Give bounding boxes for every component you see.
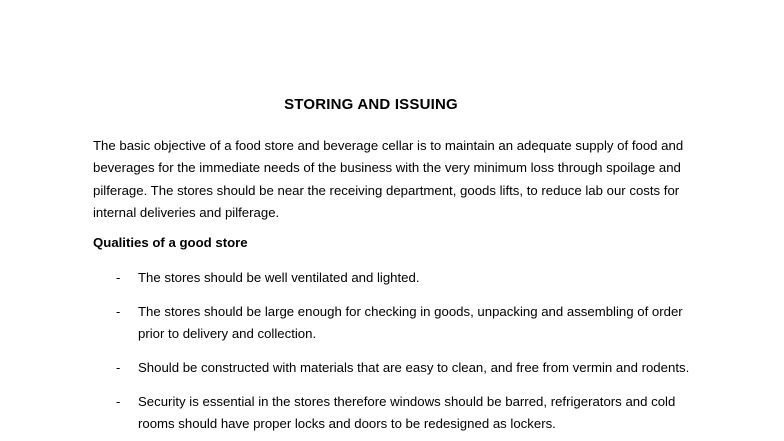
list-item xyxy=(0,301,698,346)
list-item-text: Security is essential in the stores therefore windows should be barred, refrigerators and cold rooms should have proper locks and doors to be redesigned as lockers. xyxy=(138,393,676,431)
bullet-dash: - xyxy=(116,393,121,409)
bullet-dash: - xyxy=(116,270,121,285)
list-item xyxy=(0,357,698,379)
list-item-text: The stores should be large enough for checking in goods, unpacking and assembling of order prior to delivery and collection. xyxy=(138,303,683,342)
section-subheading: Qualities of a good store xyxy=(93,235,248,250)
list-item xyxy=(0,391,698,436)
qualities-list xyxy=(0,267,784,441)
bullet-dash: - xyxy=(116,303,121,319)
list-item xyxy=(0,267,698,289)
list-item-text: Should be constructed with materials that are easy to clean, and free from vermin and rodents. xyxy=(138,359,690,375)
document-title: STORING AND ISSUING xyxy=(284,96,458,113)
list-item-text: The stores should be well ventilated and lighted. xyxy=(138,270,420,285)
intro-paragraph: The basic objective of a food store and beverage cellar is to maintain an adequate supply of food and beverages for the immediate needs of the business with the very minimum loss through spoilage and pilferage. The stores should be near the receiving department, goods lifts, to reduce lab our costs for internal deliveries and pilferage. xyxy=(93,138,684,220)
bullet-dash: - xyxy=(116,359,121,375)
